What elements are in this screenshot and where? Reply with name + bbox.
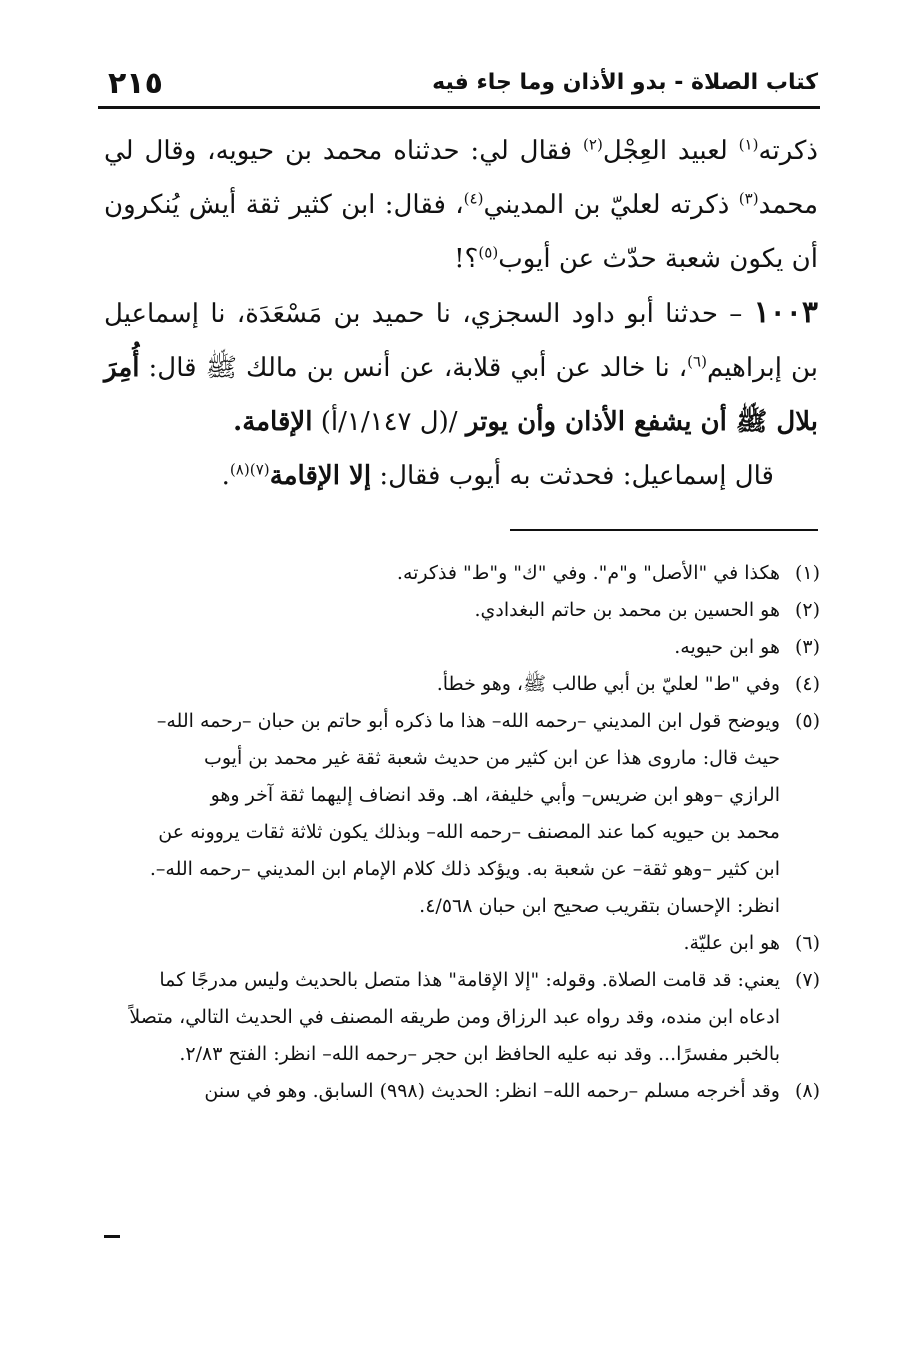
footnote-text: هو ابن حيويه.	[674, 636, 780, 658]
footnotes	[104, 555, 820, 1110]
footnote	[104, 592, 820, 629]
footnote	[104, 703, 820, 740]
footnote-ref: (٢)	[582, 135, 603, 154]
footnote-text: ويوضح قول ابن المديني –رحمه الله– هذا ما ذكره أبو حاتم بن حبان –رحمه الله–	[156, 710, 780, 732]
footnote-ref: (٨)	[229, 460, 250, 479]
footnote-text: انظر: الإحسان بتقريب صحيح ابن حبان ٤/٥٦٨.	[419, 895, 780, 917]
continuation-mark	[104, 1235, 120, 1238]
text-run: ، نا خالد عن أبي قلابة، عن أنس بن مالك ﷺ قال:	[139, 353, 688, 383]
footnote-ref: (٧)	[249, 460, 270, 479]
text-run: فقال لي: حدثناه محمد بن حيويه، وقال لي محمد	[104, 136, 819, 220]
footnote-ref: (٣)	[738, 189, 759, 208]
text-run: قال إسماعيل: فحدثت به أيوب فقال:	[371, 461, 774, 491]
manuscript-ref: /(ل ١/١٤٧/أ)	[312, 407, 466, 437]
footnote-number: (٥)	[794, 710, 820, 732]
text-run: – حدثنا أبو داود السجزي، نا حميد بن مَسْعَدَة، نا إسماعيل بن إبراهيم	[104, 299, 818, 383]
footnote-number: (٢)	[794, 599, 820, 621]
footnote-number: (١)	[794, 562, 820, 584]
footnote-number: (٣)	[794, 636, 820, 658]
footnote	[104, 555, 820, 592]
hadith-matn-end: الإقامة.	[233, 407, 313, 437]
footnote-continuation	[104, 777, 820, 814]
footnote-separator	[510, 529, 818, 531]
text-run: ذكرته	[758, 136, 819, 166]
footnote-text: يعني: قد قامت الصلاة. وقوله: "إلا الإقامة" هذا متصل بالحديث وليس مدرجًا كما	[159, 969, 780, 991]
footnote-ref: (٦)	[687, 352, 708, 371]
footnote	[104, 925, 820, 962]
paragraph-1	[104, 124, 818, 286]
paragraph-3	[104, 449, 818, 503]
footnote-continuation	[104, 851, 820, 888]
running-title: كتاب الصلاة - بدو الأذان وما جاء فيه	[432, 70, 818, 95]
footnote	[104, 629, 820, 666]
footnote-text: محمد بن حيويه كما عند المصنف –رحمه الله– وبذلك يكون ثلاثة ثقات يروونه عن	[158, 821, 780, 843]
footnote-ref: (١)	[738, 135, 759, 154]
footnote-continuation	[104, 740, 820, 777]
footnote-continuation	[104, 888, 820, 925]
header-rule	[98, 106, 820, 109]
footnote-number: (٤)	[794, 673, 820, 695]
footnote-text: وقد أخرجه مسلم –رحمه الله– انظر: الحديث (٩٩٨) السابق. وهو في سنن	[204, 1080, 780, 1102]
footnote	[104, 1073, 820, 1110]
hadith-matn: أُمِرَ بلال ﷺ أن يشفع الأذان وأن يوتر	[104, 353, 818, 437]
footnote-text: ادعاه ابن منده، وقد رواه عبد الرزاق ومن طريقه المصنف في الحديث التالي، متصلاً	[129, 1006, 780, 1028]
text-run: لعبيد العِجْل	[602, 136, 739, 166]
footnote	[104, 666, 820, 703]
footnote-text: حيث قال: ماروى هذا عن ابن كثير من حديث شعبة ثقة غير محمد بن أيوب	[203, 747, 780, 769]
paragraph-hadith	[104, 286, 818, 449]
text-run: .	[221, 461, 230, 491]
footnote-text: هكذا في "الأصل" و"م". وفي "ك" و"ط" فذكرته.	[396, 562, 780, 584]
footnote-number: (٦)	[794, 932, 820, 954]
footnote-ref: (٤)	[463, 189, 484, 208]
footnote-number: (٧)	[794, 969, 820, 991]
footnote-text: وفي "ط" لعليّ بن أبي طالب ﷺ، وهو خطأ.	[436, 673, 780, 695]
footnote-text: هو ابن عليّة.	[683, 932, 780, 954]
text-run: ، فقال: ابن كثير ثقة أيش يُنكرون أن يكون شعبة حدّث عن أيوب	[104, 190, 818, 274]
main-text	[104, 124, 818, 503]
footnote	[104, 962, 820, 999]
footnote-text: هو الحسين بن محمد بن حاتم البغدادي.	[474, 599, 780, 621]
footnote-continuation	[104, 1036, 820, 1073]
footnote-ref: (٥)	[478, 243, 499, 262]
hadith-number: ١٠٠٣	[753, 295, 819, 330]
footnote-text: ابن كثير –وهو ثقة– عن شعبة به. ويؤكد ذلك كلام الإمام ابن المديني –رحمه الله–.	[149, 858, 780, 880]
footnote-continuation	[104, 814, 820, 851]
footnote-text: بالخبر مفسرًا... وقد نبه عليه الحافظ ابن حجر –رحمه الله– انظر: الفتح ٢/٨٣.	[179, 1043, 780, 1065]
page-header	[98, 66, 818, 106]
footnote-number: (٨)	[794, 1080, 820, 1102]
text-run: ؟!	[454, 244, 479, 274]
footnote-text: الرازي –وهو ابن ضريس– وأبي خليفة، اهـ. وقد انضاف إليهما ثقة آخر وهو	[210, 784, 780, 806]
bold-phrase: إلا الإقامة	[269, 461, 372, 491]
text-run: ذكرته لعليّ بن المديني	[483, 190, 739, 220]
page-number: ٢١٥	[108, 66, 163, 101]
footnote-continuation	[104, 999, 820, 1036]
